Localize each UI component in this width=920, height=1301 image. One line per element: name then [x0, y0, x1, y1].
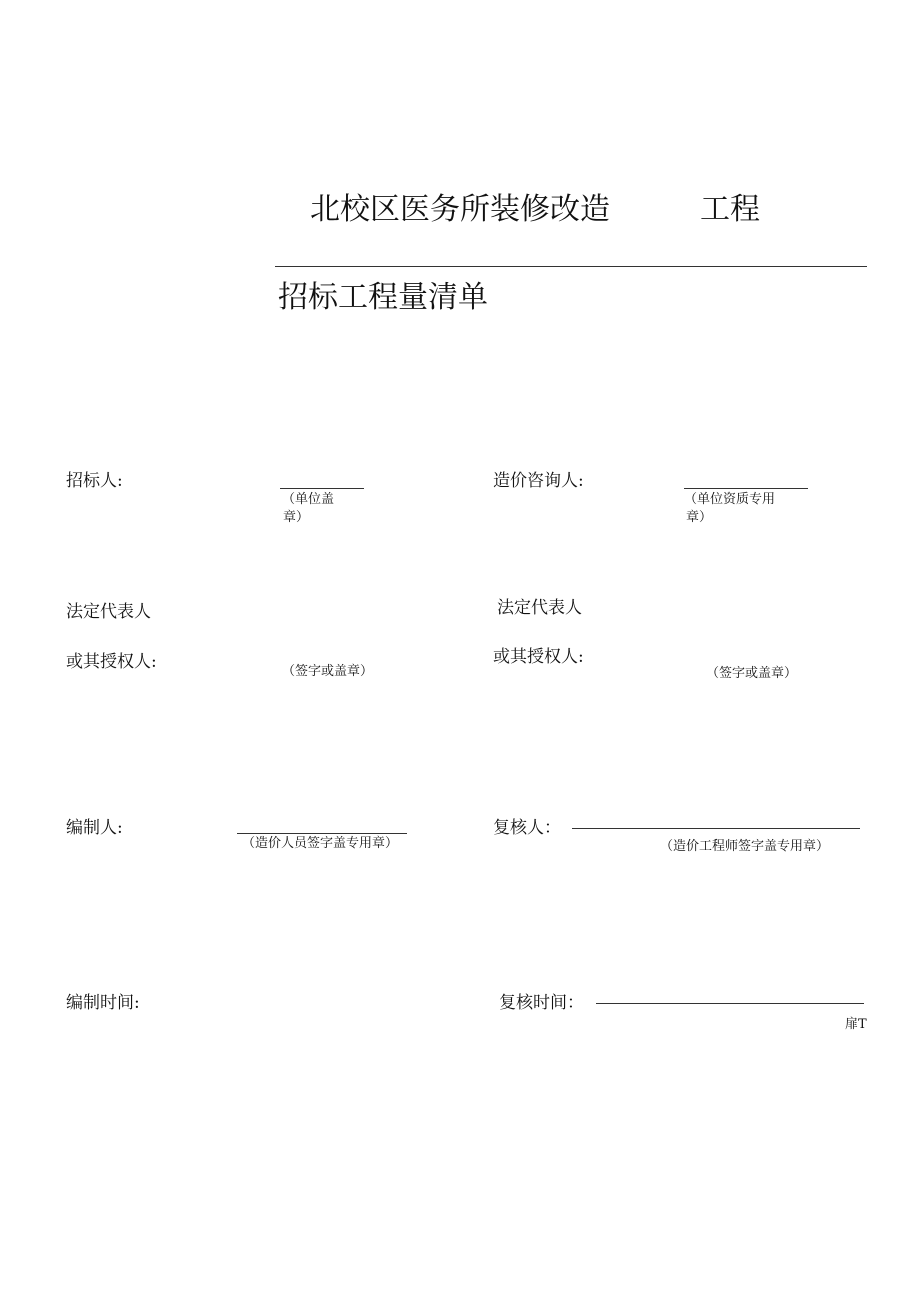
- review-time-label: 复核时间：: [499, 993, 584, 1013]
- tenderer-sign-line: [280, 488, 364, 489]
- reviewer-label: 复核人：: [493, 818, 561, 838]
- right-sign-note: （签字或盖章）: [706, 666, 798, 681]
- left-authorized-label: 或其授权人:: [66, 652, 157, 672]
- left-legal-rep-label: 法定代表人: [66, 602, 151, 622]
- reviewer-sign-line: [572, 828, 860, 829]
- project-suffix: 工程: [700, 192, 760, 227]
- project-name: 北校区医务所装修改造: [310, 192, 610, 227]
- consultant-label: 造价咨询人:: [493, 471, 584, 491]
- tenderer-seal-note: （单位盖: [282, 492, 335, 507]
- compile-time-label: 编制时间:: [66, 993, 140, 1013]
- tenderer-label: 招标人:: [66, 471, 123, 491]
- right-legal-rep-label: 法定代表人: [497, 598, 582, 618]
- consultant-seal-note-cont: 章）: [686, 510, 713, 525]
- compiler-label: 编制人:: [66, 818, 123, 838]
- left-sign-note: （签字或盖章）: [282, 664, 374, 679]
- document-title: 招标工程量清单: [278, 280, 488, 315]
- tenderer-seal-note-cont: 章）: [283, 510, 310, 525]
- page-corner-mark: 扉T: [845, 1017, 867, 1032]
- reviewer-note: （造价工程师签字盖专用章）: [660, 839, 830, 854]
- right-authorized-label: 或其授权人:: [493, 647, 584, 667]
- title-underline: [275, 266, 867, 267]
- compiler-sign-line: [237, 833, 407, 834]
- consultant-seal-note: （单位资质专用: [684, 492, 776, 507]
- consultant-sign-line: [684, 488, 808, 489]
- review-time-line: [596, 1003, 864, 1004]
- compiler-note: （造价人员签字盖专用章）: [242, 836, 399, 851]
